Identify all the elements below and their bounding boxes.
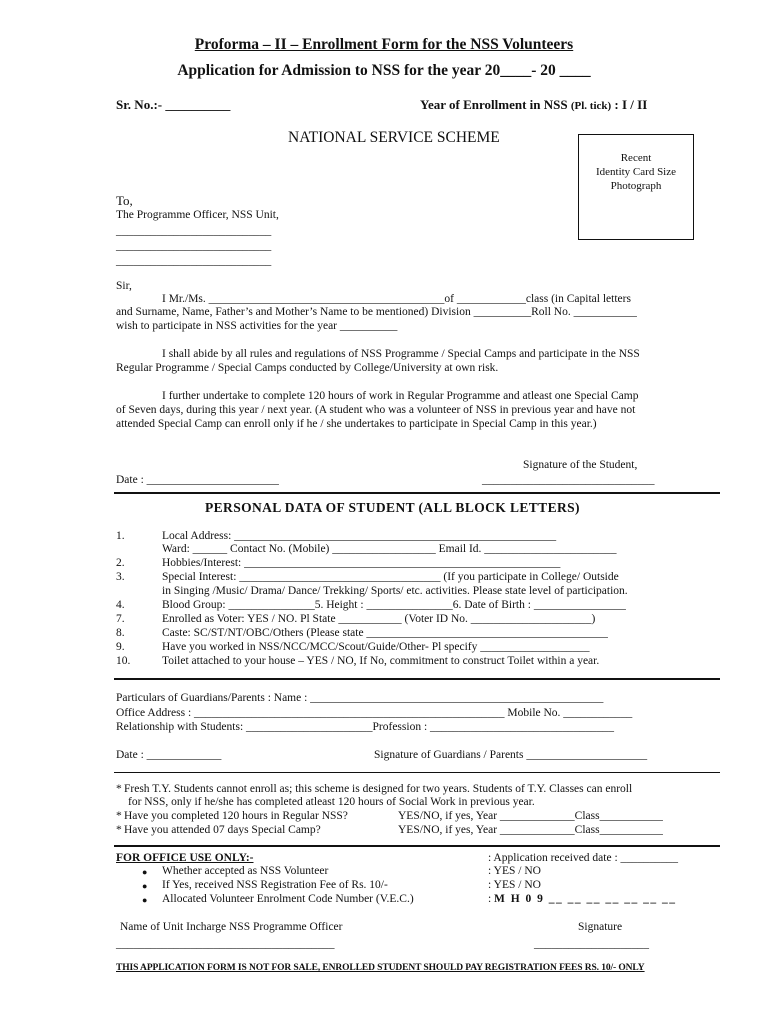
star-icon: * [116,810,122,822]
note-answer: YES/NO, if yes, Year _____________Class___________ [398,810,663,822]
list-item: Blood Group: _______________5. Height : _______________6. Date of Birth : ________________ [162,599,626,611]
photo-box-line: Recent [620,152,652,164]
office-item: Whether accepted as NSS Volunteer [162,865,329,877]
letter-text: of Seven days, during this year / next year. (A student who was a volunteer of NSS in previous year and have not [116,404,636,416]
letter-text: I shall abide by all rules and regulations of NSS Programme / Special Camps and participate in the NSS [162,348,640,360]
letter-text: wish to participate in NSS activities for the year __________ [116,320,398,332]
letter-text: I Mr./Ms. _________________________________________of ____________class (in Capital letters [162,293,631,305]
guardian-name: Particulars of Guardians/Parents : Name : ___________________________________________________ [116,692,604,704]
bullet-icon: ● [142,881,148,891]
salutation: Sir, [116,280,132,292]
address-line: ___________________________ [116,255,272,267]
address-line: ___________________________ [116,240,272,252]
note-text: Fresh T.Y. Students cannot enroll as; this scheme is designed for two years. Students of T.Y. Classes can enroll [124,783,633,795]
guardian-office-address: Office Address : ______________________________________________________ Mobile No. ____________ [116,707,633,719]
address-line: ___________________________ [116,225,272,237]
divider [114,772,720,773]
list-item: Have you worked in NSS/NCC/MCC/Scout/Guide/Other- Pl specify ___________________ [162,641,590,653]
incharge-signature-line: ____________________ [534,938,649,950]
form-subtitle: Application for Admission to NSS for the year 20____- 20 ____ [177,62,591,79]
year-of-enrollment-label: Year of Enrollment in NSS [420,97,568,112]
list-item-number: 9. [116,641,125,653]
divider [114,678,720,680]
sr-no: Sr. No.:- __________ [116,97,231,112]
guardian-date: Date : _____________ [116,749,222,761]
office-item-answer: : YES / NO [488,865,541,877]
office-item-answer: : YES / NO [488,879,541,891]
note-question: Have you completed 120 hours in Regular NSS? [124,810,348,822]
letter-text: attended Special Camp can enroll only if he / she undertakes to participate in Special Camp in this year.) [116,418,597,430]
year-of-enrollment-note: (Pl. tick) [570,100,612,112]
guardian-relationship: Relationship with Students: ______________________Profession : ________________________________ [116,721,615,733]
office-item: Allocated Volunteer Enrolment Code Number (V.E.C.) [162,893,414,905]
list-item: Ward: ______ Contact No. (Mobile) __________________ Email Id. _______________________ [162,543,617,555]
star-icon: * [116,824,122,836]
note-text: for NSS, only if he/she has completed atleast 120 hours of Social Work in previous year. [128,796,535,808]
footer-notice: THIS APPLICATION FORM IS NOT FOR SALE, ENROLLED STUDENT SHOULD PAY REGISTRATION FEES RS. 10/- ONLY [116,963,645,973]
list-item: Enrolled as Voter: YES / NO. Pl State ___________ (Voter ID No. _____________________) [162,613,596,625]
list-item-number: 8. [116,627,125,639]
list-item: Caste: SC/ST/NT/OBC/Others (Please state __________________________________________ [162,627,608,639]
letter-date: Date : _______________________ [116,474,279,486]
divider [114,845,720,847]
incharge-name-line: ______________________________________ [116,938,335,950]
photo-box [578,134,694,240]
guardian-signature: Signature of Guardians / Parents _____________________ [374,749,648,761]
form-title: Proforma – II – Enrollment Form for the NSS Volunteers [194,36,574,53]
address-to: To, [116,193,133,208]
list-item-number: 4. [116,599,125,611]
list-item: Hobbies/Interest: _______________________________________________________ [162,557,561,569]
vec-colon: : [488,893,492,905]
year-of-enrollment [420,97,647,113]
list-item-number: 1. [116,530,125,542]
application-received-date: : Application received date : __________ [488,852,679,864]
address-officer: The Programme Officer, NSS Unit, [116,209,279,221]
star-icon: * [116,783,122,795]
letter-text: I further undertake to complete 120 hours of work in Regular Programme and atleast one Special Camp [162,390,639,402]
list-item-number: 2. [116,557,125,569]
year-of-enrollment-options: : I / II [614,97,648,112]
office-item: If Yes, received NSS Registration Fee of Rs. 10/- [162,879,388,891]
photo-box-line: Identity Card Size [595,166,677,178]
vec-code: M H 0 9 __ __ __ __ __ __ __ [494,893,677,905]
personal-data-heading: PERSONAL DATA OF STUDENT (ALL BLOCK LETTERS) [205,500,580,515]
list-item: in Singing /Music/ Drama/ Dance/ Trekking/ Sports/ etc. activities. Please state level of participation. [162,585,628,597]
note-question: Have you attended 07 days Special Camp? [124,824,321,836]
list-item-number: 3. [116,571,125,583]
bullet-icon: ● [142,867,148,877]
list-item-number: 10. [116,655,131,667]
incharge-signature-label: Signature [578,921,623,933]
student-signature-label: Signature of the Student, [523,459,638,471]
incharge-label: Name of Unit Incharge NSS Programme Officer [120,921,343,933]
office-use-heading: FOR OFFICE USE ONLY:- [116,852,254,864]
letter-text: Regular Programme / Special Camps conducted by College/University at own risk. [116,362,499,374]
list-item-number: 7. [116,613,125,625]
divider [114,492,720,494]
student-signature-line: ______________________________ [482,474,655,486]
photo-box-line: Photograph [610,180,662,192]
letter-text: and Surname, Name, Father’s and Mother’s Name to be mentioned) Division __________Roll No. ___________ [116,306,637,318]
bullet-icon: ● [142,895,148,905]
list-item: Special Interest: ___________________________________ (If you participate in College/ Outside [162,571,619,583]
scheme-title: NATIONAL SERVICE SCHEME [288,129,500,146]
note-answer: YES/NO, if yes, Year _____________Class___________ [398,824,663,836]
list-item: Toilet attached to your house – YES / NO, If No, commitment to construct Toilet within a year. [162,655,600,667]
list-item: Local Address: ________________________________________________________ [162,530,557,542]
